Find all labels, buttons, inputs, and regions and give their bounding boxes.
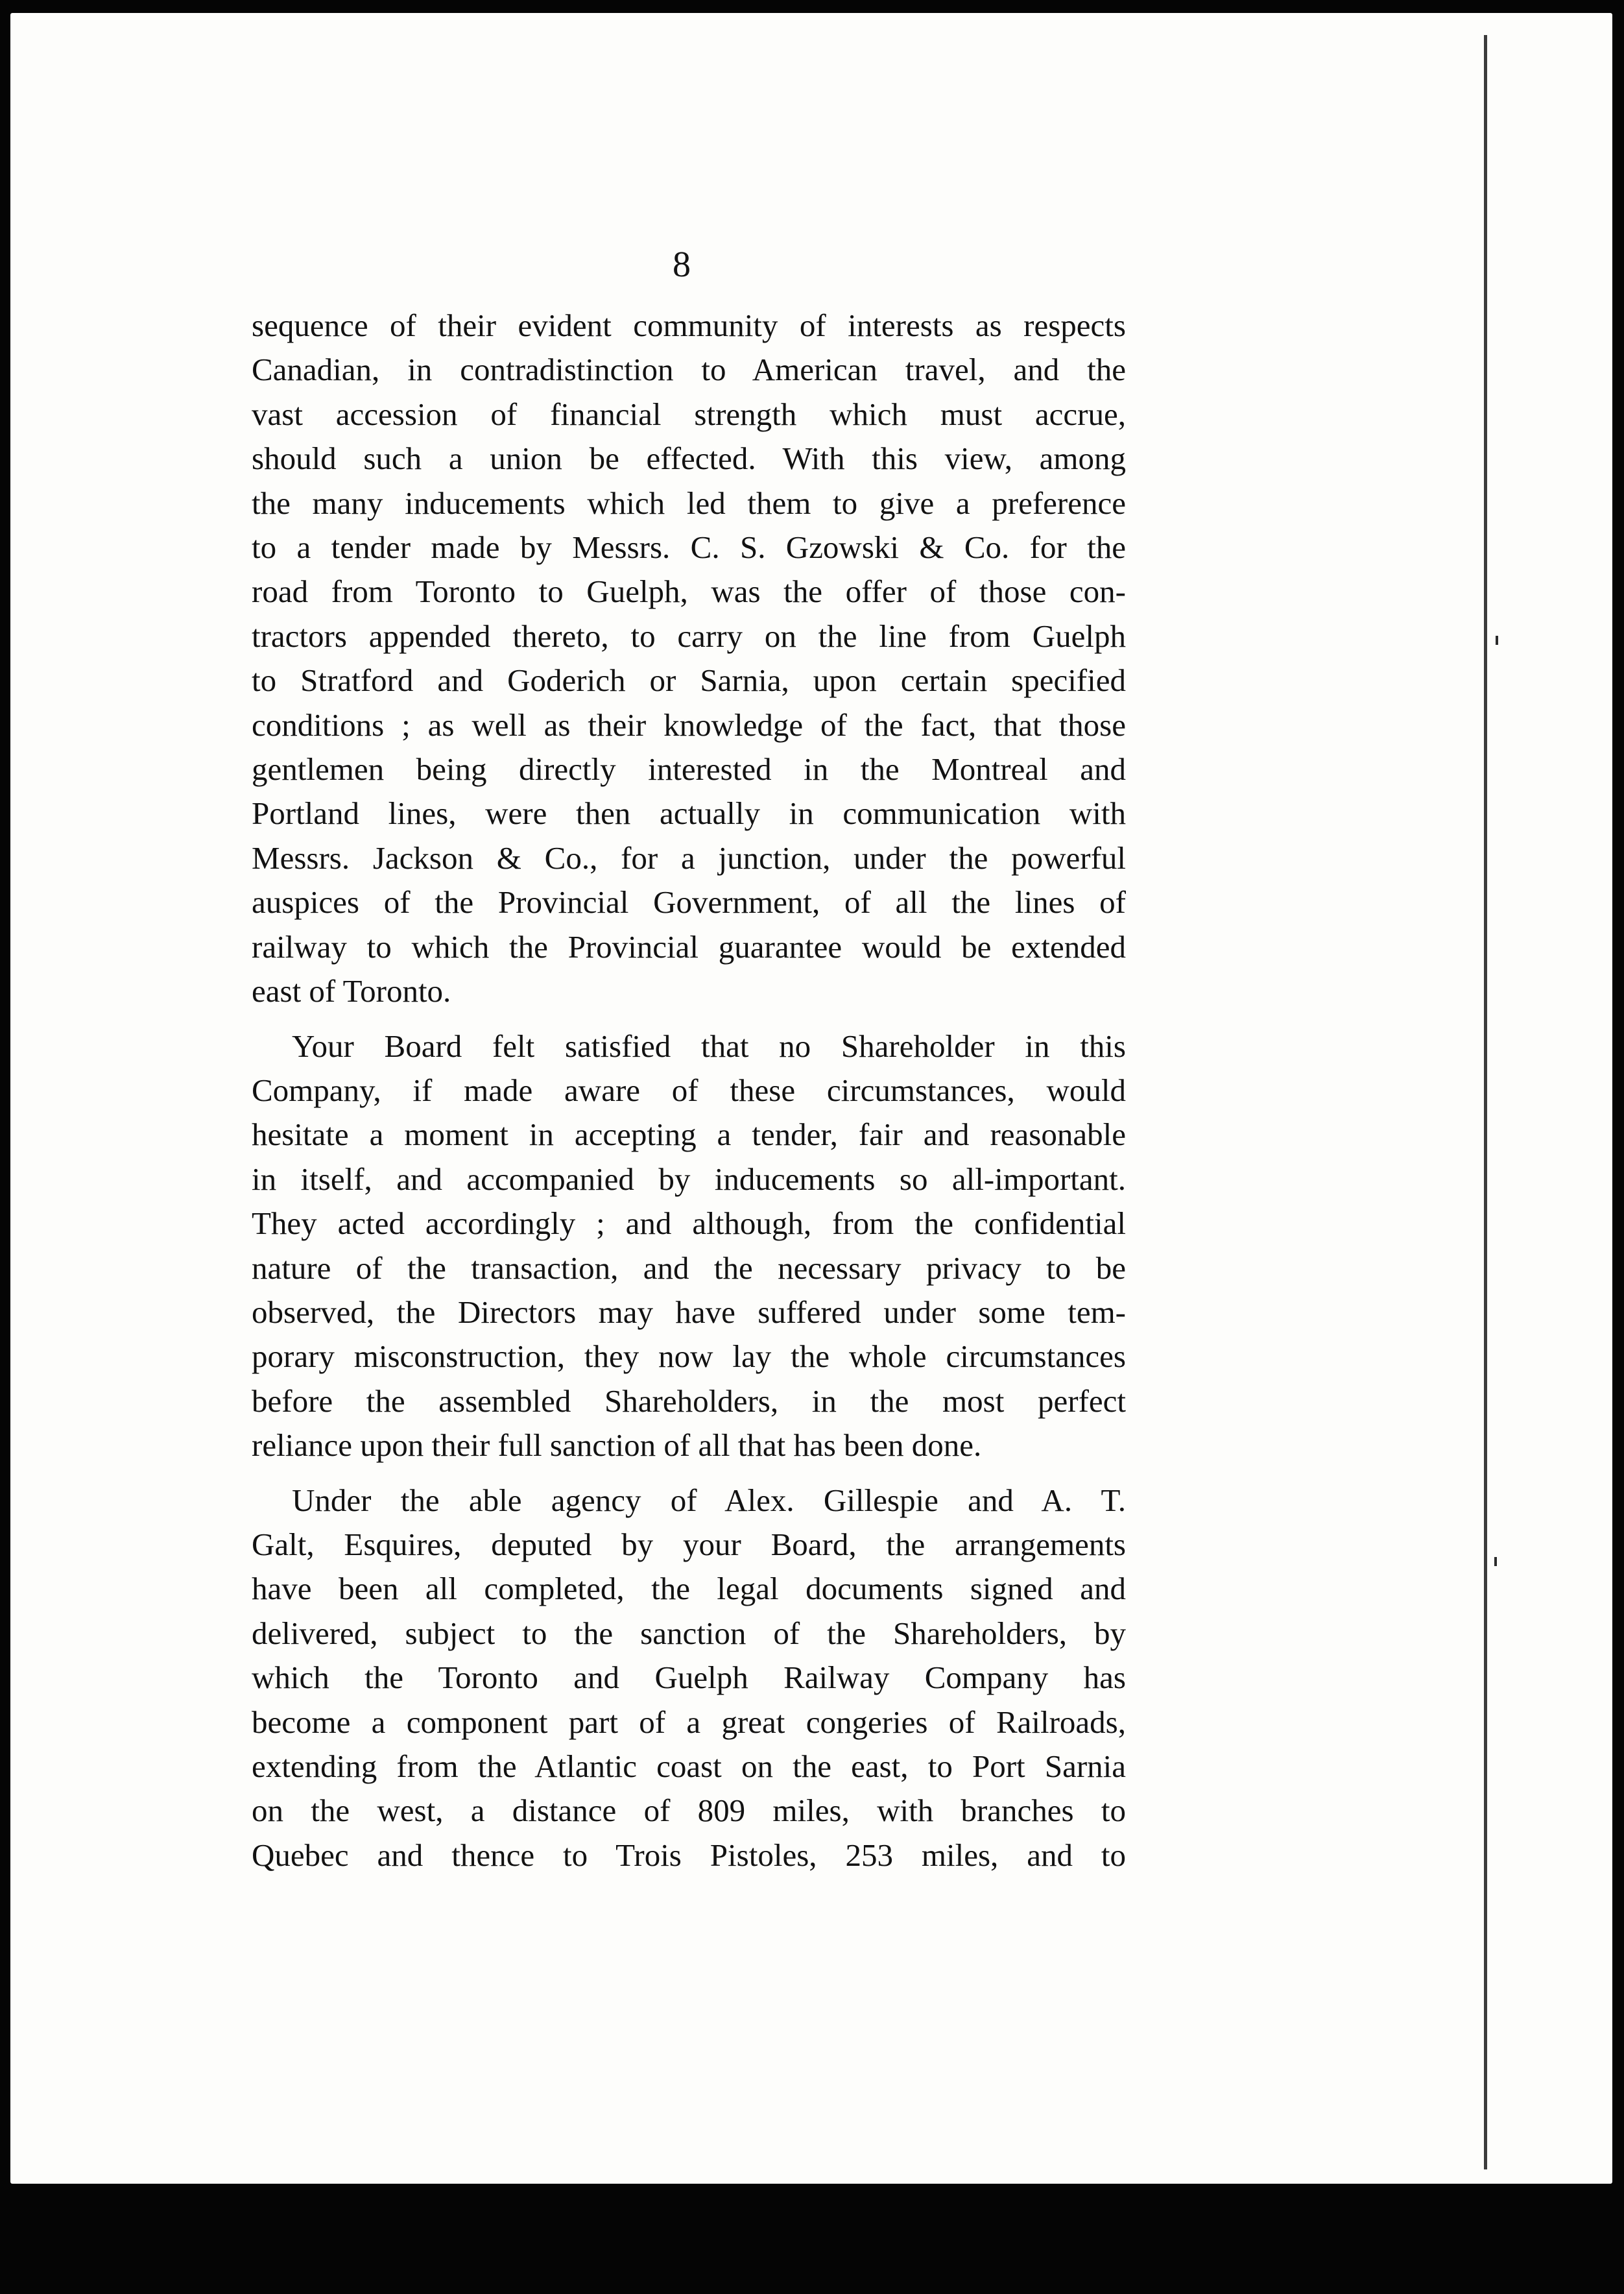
text-line: auspices of the Provincial Government, of all the lines of <box>252 884 1126 921</box>
text-line: They acted accordingly ; and although, from the confidential <box>252 1205 1126 1242</box>
text-line: Your Board felt satisfied that no Shareholder in this <box>292 1028 1126 1064</box>
paragraph-2 <box>252 1024 1126 1468</box>
text-line: gentlemen being directly interested in the Montreal and <box>252 751 1126 788</box>
text-line: nature of the transaction, and the necessary privacy to be <box>252 1250 1126 1286</box>
text-line: extending from the Atlantic coast on the east, to Port Sarnia <box>252 1748 1126 1784</box>
document-page <box>10 13 1612 2184</box>
text-line: railway to which the Provincial guarantee would be extended <box>252 928 1126 965</box>
binding-gutter-line <box>1484 35 1487 2169</box>
text-line: the many inducements which led them to give a preference <box>252 485 1126 521</box>
text-line: reliance upon their full sanction of all that has been done. <box>252 1427 982 1464</box>
text-line: delivered, subject to the sanction of the Shareholders, by <box>252 1615 1126 1651</box>
text-line: which the Toronto and Guelph Railway Company has <box>252 1660 1126 1696</box>
text-line: hesitate a moment in accepting a tender, fair and reasonable <box>252 1117 1126 1153</box>
gutter-tick-mark <box>1496 636 1498 645</box>
text-line: Portland lines, were then actually in communication with <box>252 795 1126 832</box>
paragraph-1 <box>252 304 1126 1014</box>
text-line: Messrs. Jackson & Co., for a junction, under the powerful <box>252 839 1126 876</box>
text-line: have been all completed, the legal documents signed and <box>252 1571 1126 1607</box>
text-line: sequence of their evident community of interests as respects <box>252 308 1126 343</box>
text-line: before the assembled Shareholders, in the most perfect <box>252 1382 1126 1419</box>
text-line: tractors appended thereto, to carry on the line from Guelph <box>252 618 1126 654</box>
text-line: observed, the Directors may have suffered under some tem- <box>252 1294 1126 1330</box>
text-line: Galt, Esquires, deputed by your Board, the arrangements <box>252 1526 1126 1562</box>
text-line: on the west, a distance of 809 miles, with branches to <box>252 1793 1126 1829</box>
text-line: to Stratford and Goderich or Sarnia, upon certain specified <box>252 662 1126 699</box>
text-line: Company, if made aware of these circumstances, would <box>252 1072 1126 1108</box>
text-line: Quebec and thence to Trois Pistoles, 253 miles, and to <box>252 1837 1126 1873</box>
text-line: become a component part of a great congeries of Railroads, <box>252 1704 1126 1740</box>
text-line: porary misconstruction, they now lay the whole circumstances <box>252 1338 1126 1375</box>
text-line: Canadian, in contradistinction to American travel, and the <box>252 352 1126 388</box>
text-line: road from Toronto to Guelph, was the offer of those con- <box>252 574 1126 610</box>
gutter-tick-mark <box>1494 1557 1497 1566</box>
text-line: should such a union be effected. With this view, among <box>252 441 1126 477</box>
page-number: 8 <box>673 245 691 285</box>
text-line: vast accession of financial strength which must accrue, <box>252 396 1126 432</box>
text-line: Under the able agency of Alex. Gillespie and A. T. <box>292 1482 1126 1518</box>
body-text <box>252 304 1126 1877</box>
text-line: to a tender made by Messrs. C. S. Gzowski & Co. for the <box>252 529 1126 566</box>
text-line: east of Toronto. <box>252 973 451 1009</box>
text-line: conditions ; as well as their knowledge of the fact, that those <box>252 706 1126 743</box>
paragraph-3 <box>252 1479 1126 1878</box>
text-line: in itself, and accompanied by inducements so all-important. <box>252 1161 1126 1197</box>
